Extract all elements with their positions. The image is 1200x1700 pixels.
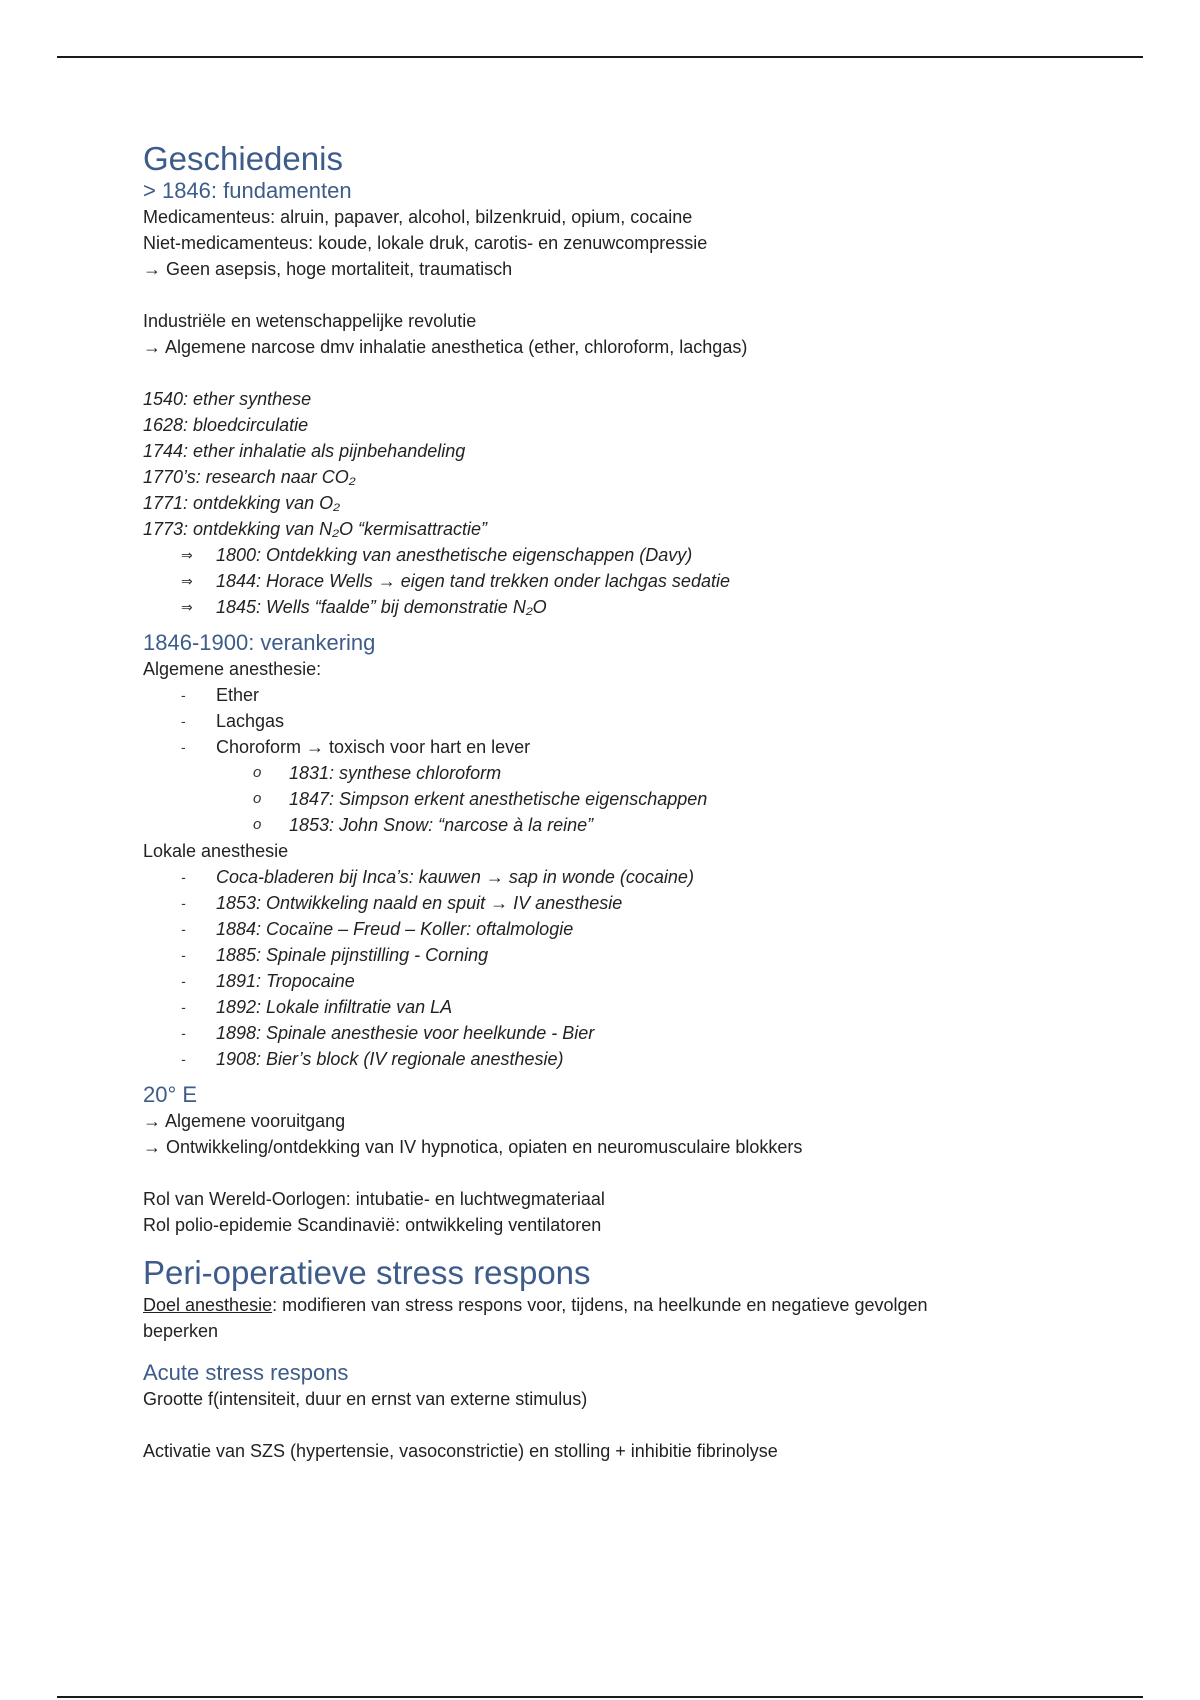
list-item: - Coca-bladeren bij Inca’s: kauwen → sap in wonde (cocaine)	[143, 864, 1073, 890]
heading-fundamenten: > 1846: fundamenten	[143, 178, 352, 203]
text-line: Niet-medicamenteus: koude, lokale druk, carotis- en zenuwcompressie	[143, 233, 708, 253]
list-item: - 1885: Spinale pijnstilling - Corning	[143, 942, 1073, 968]
goal-label: Doel anesthesie	[143, 1295, 273, 1315]
header-rule	[57, 56, 1143, 58]
arrow-icon: ⇒	[181, 547, 193, 563]
list-item: o 1847: Simpson erkent anesthetische eigenschappen	[143, 786, 1073, 812]
timeline-entry: 1770’s: research naar CO₂	[143, 467, 356, 487]
list-item: ⇒ 1844: Horace Wells → eigen tand trekken onder lachgas sedatie	[143, 568, 1073, 594]
dash-bullet: -	[181, 739, 186, 755]
local-list	[143, 864, 1073, 1072]
dash-bullet: -	[181, 947, 186, 963]
text-line: → Algemene narcose dmv inhalatie anesthetica (ether, chloroform, lachgas)	[143, 337, 748, 357]
dash-bullet: -	[181, 921, 186, 937]
list-item: ⇒ 1845: Wells “faalde” bij demonstratie N₂O	[143, 594, 1073, 620]
dash-bullet: -	[181, 869, 186, 885]
heading-20th-century: 20° E	[143, 1082, 198, 1107]
label-local-anesthesia: Lokale anesthesie	[143, 841, 289, 861]
arrow-icon: ⇒	[181, 573, 193, 589]
dash-bullet: -	[181, 895, 186, 911]
text-line: Activatie van SZS (hypertensie, vasoconstrictie) en stolling + inhibitie fibrinolyse	[143, 1441, 778, 1461]
dash-bullet: -	[181, 1025, 186, 1041]
dash-bullet: -	[181, 687, 186, 703]
circle-bullet: o	[253, 764, 262, 781]
text-line: Grootte f(intensiteit, duur en ernst van externe stimulus)	[143, 1389, 588, 1409]
text-line: Medicamenteus: alruin, papaver, alcohol, bilzenkruid, opium, cocaine	[143, 207, 693, 227]
text-line: Rol van Wereld-Oorlogen: intubatie- en luchtwegmateriaal	[143, 1189, 605, 1209]
list-item: - 1908: Bier’s block (IV regionale anesthesie)	[143, 1046, 1073, 1072]
list-item: o 1831: synthese chloroform	[143, 760, 1073, 786]
timeline-entry: 1540: ether synthese	[143, 389, 312, 409]
text-line: Industriële en wetenschappelijke revolutie	[143, 311, 477, 331]
document-page	[143, 140, 1073, 1464]
heading-acute-stress: Acute stress respons	[143, 1360, 349, 1385]
circle-bullet: o	[253, 816, 262, 833]
list-item: - 1853: Ontwikkeling naald en spuit → IV anesthesie	[143, 890, 1073, 916]
list-item: - 1891: Tropocaine	[143, 968, 1073, 994]
list-item: - 1884: Cocaïne – Freud – Koller: oftalmologie	[143, 916, 1073, 942]
title-geschiedenis: Geschiedenis	[143, 140, 343, 177]
circle-bullet: o	[253, 790, 262, 807]
timeline-entry: 1773: ontdekking van N₂O “kermisattractie”	[143, 519, 488, 539]
timeline-entry: 1628: bloedcirculatie	[143, 415, 309, 435]
dash-bullet: -	[181, 713, 186, 729]
text-line: → Geen asepsis, hoge mortaliteit, traumatisch	[143, 259, 513, 279]
text-line: beperken	[143, 1321, 219, 1341]
footer-rule	[57, 1696, 1143, 1698]
general-list	[143, 682, 1073, 838]
list-item: - Choroform → toxisch voor hart en lever	[143, 734, 1073, 760]
sub-timeline	[143, 542, 1073, 620]
heading-verankering: 1846-1900: verankering	[143, 630, 376, 655]
list-item: - 1898: Spinale anesthesie voor heelkunde - Bier	[143, 1020, 1073, 1046]
title-stress-response: Peri-operatieve stress respons	[143, 1254, 591, 1291]
goal-line: Doel anesthesie: modifieren van stress respons voor, tijdens, na heelkunde en negatieve gevolgen	[143, 1295, 928, 1315]
list-item: - 1892: Lokale infiltratie van LA	[143, 994, 1073, 1020]
arrow-icon: ⇒	[181, 599, 193, 615]
list-item: o 1853: John Snow: “narcose à la reine”	[143, 812, 1073, 838]
list-item: - Ether	[143, 682, 1073, 708]
dash-bullet: -	[181, 1051, 186, 1067]
dash-bullet: -	[181, 973, 186, 989]
timeline-entry: 1771: ontdekking van O₂	[143, 493, 340, 513]
text-line: → Ontwikkeling/ontdekking van IV hypnotica, opiaten en neuromusculaire blokkers	[143, 1137, 803, 1157]
label-general-anesthesia: Algemene anesthesie:	[143, 659, 322, 679]
text-line: Rol polio-epidemie Scandinavië: ontwikkeling ventilatoren	[143, 1215, 602, 1235]
dash-bullet: -	[181, 999, 186, 1015]
timeline-entry: 1744: ether inhalatie als pijnbehandeling	[143, 441, 466, 461]
text-line: → Algemene vooruitgang	[143, 1111, 346, 1131]
list-item: - Lachgas	[143, 708, 1073, 734]
list-item: ⇒ 1800: Ontdekking van anesthetische eigenschappen (Davy)	[143, 542, 1073, 568]
